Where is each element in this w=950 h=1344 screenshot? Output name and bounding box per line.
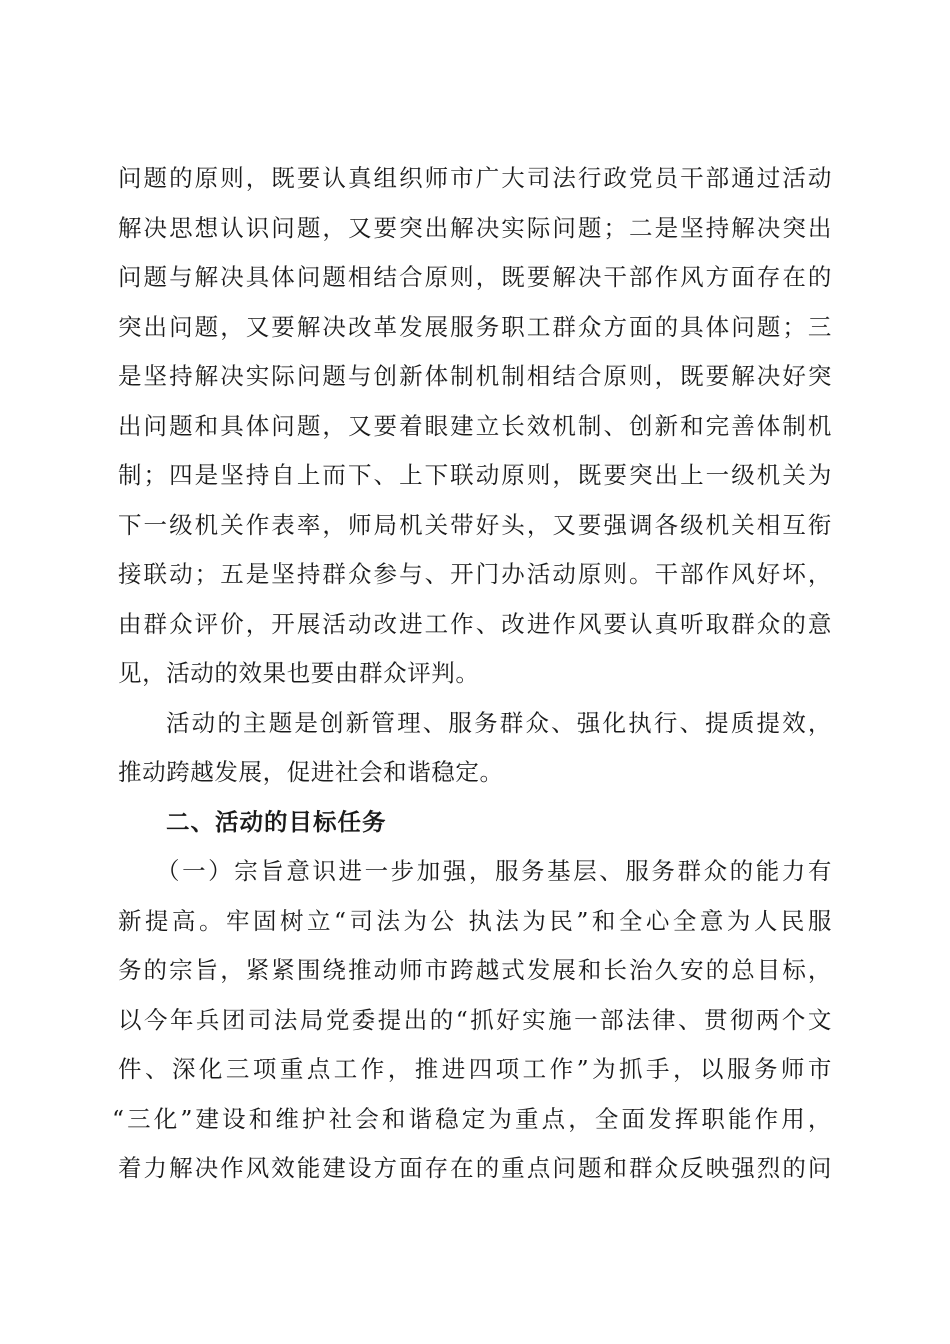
- text-line: 问题的原则，既要认真组织师市广大司法行政党员干部通过活动: [118, 164, 832, 192]
- text-line: 制；四是坚持自上而下、上下联动原则，既要突出上一级机关为: [118, 461, 832, 489]
- text-line: 下一级机关作表率，师局机关带好头，又要强调各级机关相互衔: [118, 511, 832, 539]
- text-line: （一）宗旨意识进一步加强，服务基层、服务群众的能力有: [156, 857, 832, 885]
- section-heading: 二、活动的目标任务: [166, 808, 387, 836]
- text-line: 是坚持解决实际问题与创新体制机制相结合原则，既要解决好突: [118, 362, 832, 390]
- text-line: 新提高。牢固树立“司法为公 执法为民”和全心全意为人民服: [118, 907, 832, 935]
- text-line: 出问题和具体问题，又要着眼建立长效机制、创新和完善体制机: [118, 412, 832, 440]
- text-line: 突出问题，又要解决改革发展服务职工群众方面的具体问题；三: [118, 313, 832, 341]
- text-line: 着力解决作风效能建设方面存在的重点问题和群众反映强烈的问: [118, 1154, 832, 1182]
- text-line: 务的宗旨，紧紧围绕推动师市跨越式发展和长治久安的总目标，: [118, 956, 832, 984]
- text-line: 由群众评价，开展活动改进工作、改进作风要认真听取群众的意: [118, 610, 832, 638]
- text-line: 以今年兵团司法局党委提出的“抓好实施一部法律、贯彻两个文: [118, 1006, 832, 1034]
- text-line: 推动跨越发展，促进社会和谐稳定。: [118, 758, 504, 786]
- text-line: 接联动；五是坚持群众参与、开门办活动原则。干部作风好坏，: [118, 560, 832, 588]
- text-line: 件、深化三项重点工作，推进四项工作”为抓手，以服务师市: [118, 1055, 832, 1083]
- text-line: 活动的主题是创新管理、服务群众、强化执行、提质提效，: [166, 709, 832, 737]
- text-line: 见，活动的效果也要由群众评判。: [118, 659, 480, 687]
- text-line: 问题与解决具体问题相结合原则，既要解决干部作风方面存在的: [118, 263, 832, 291]
- text-line: 解决思想认识问题，又要突出解决实际问题；二是坚持解决突出: [118, 214, 832, 242]
- text-line: “三化”建设和维护社会和谐稳定为重点，全面发挥职能作用，: [112, 1105, 832, 1133]
